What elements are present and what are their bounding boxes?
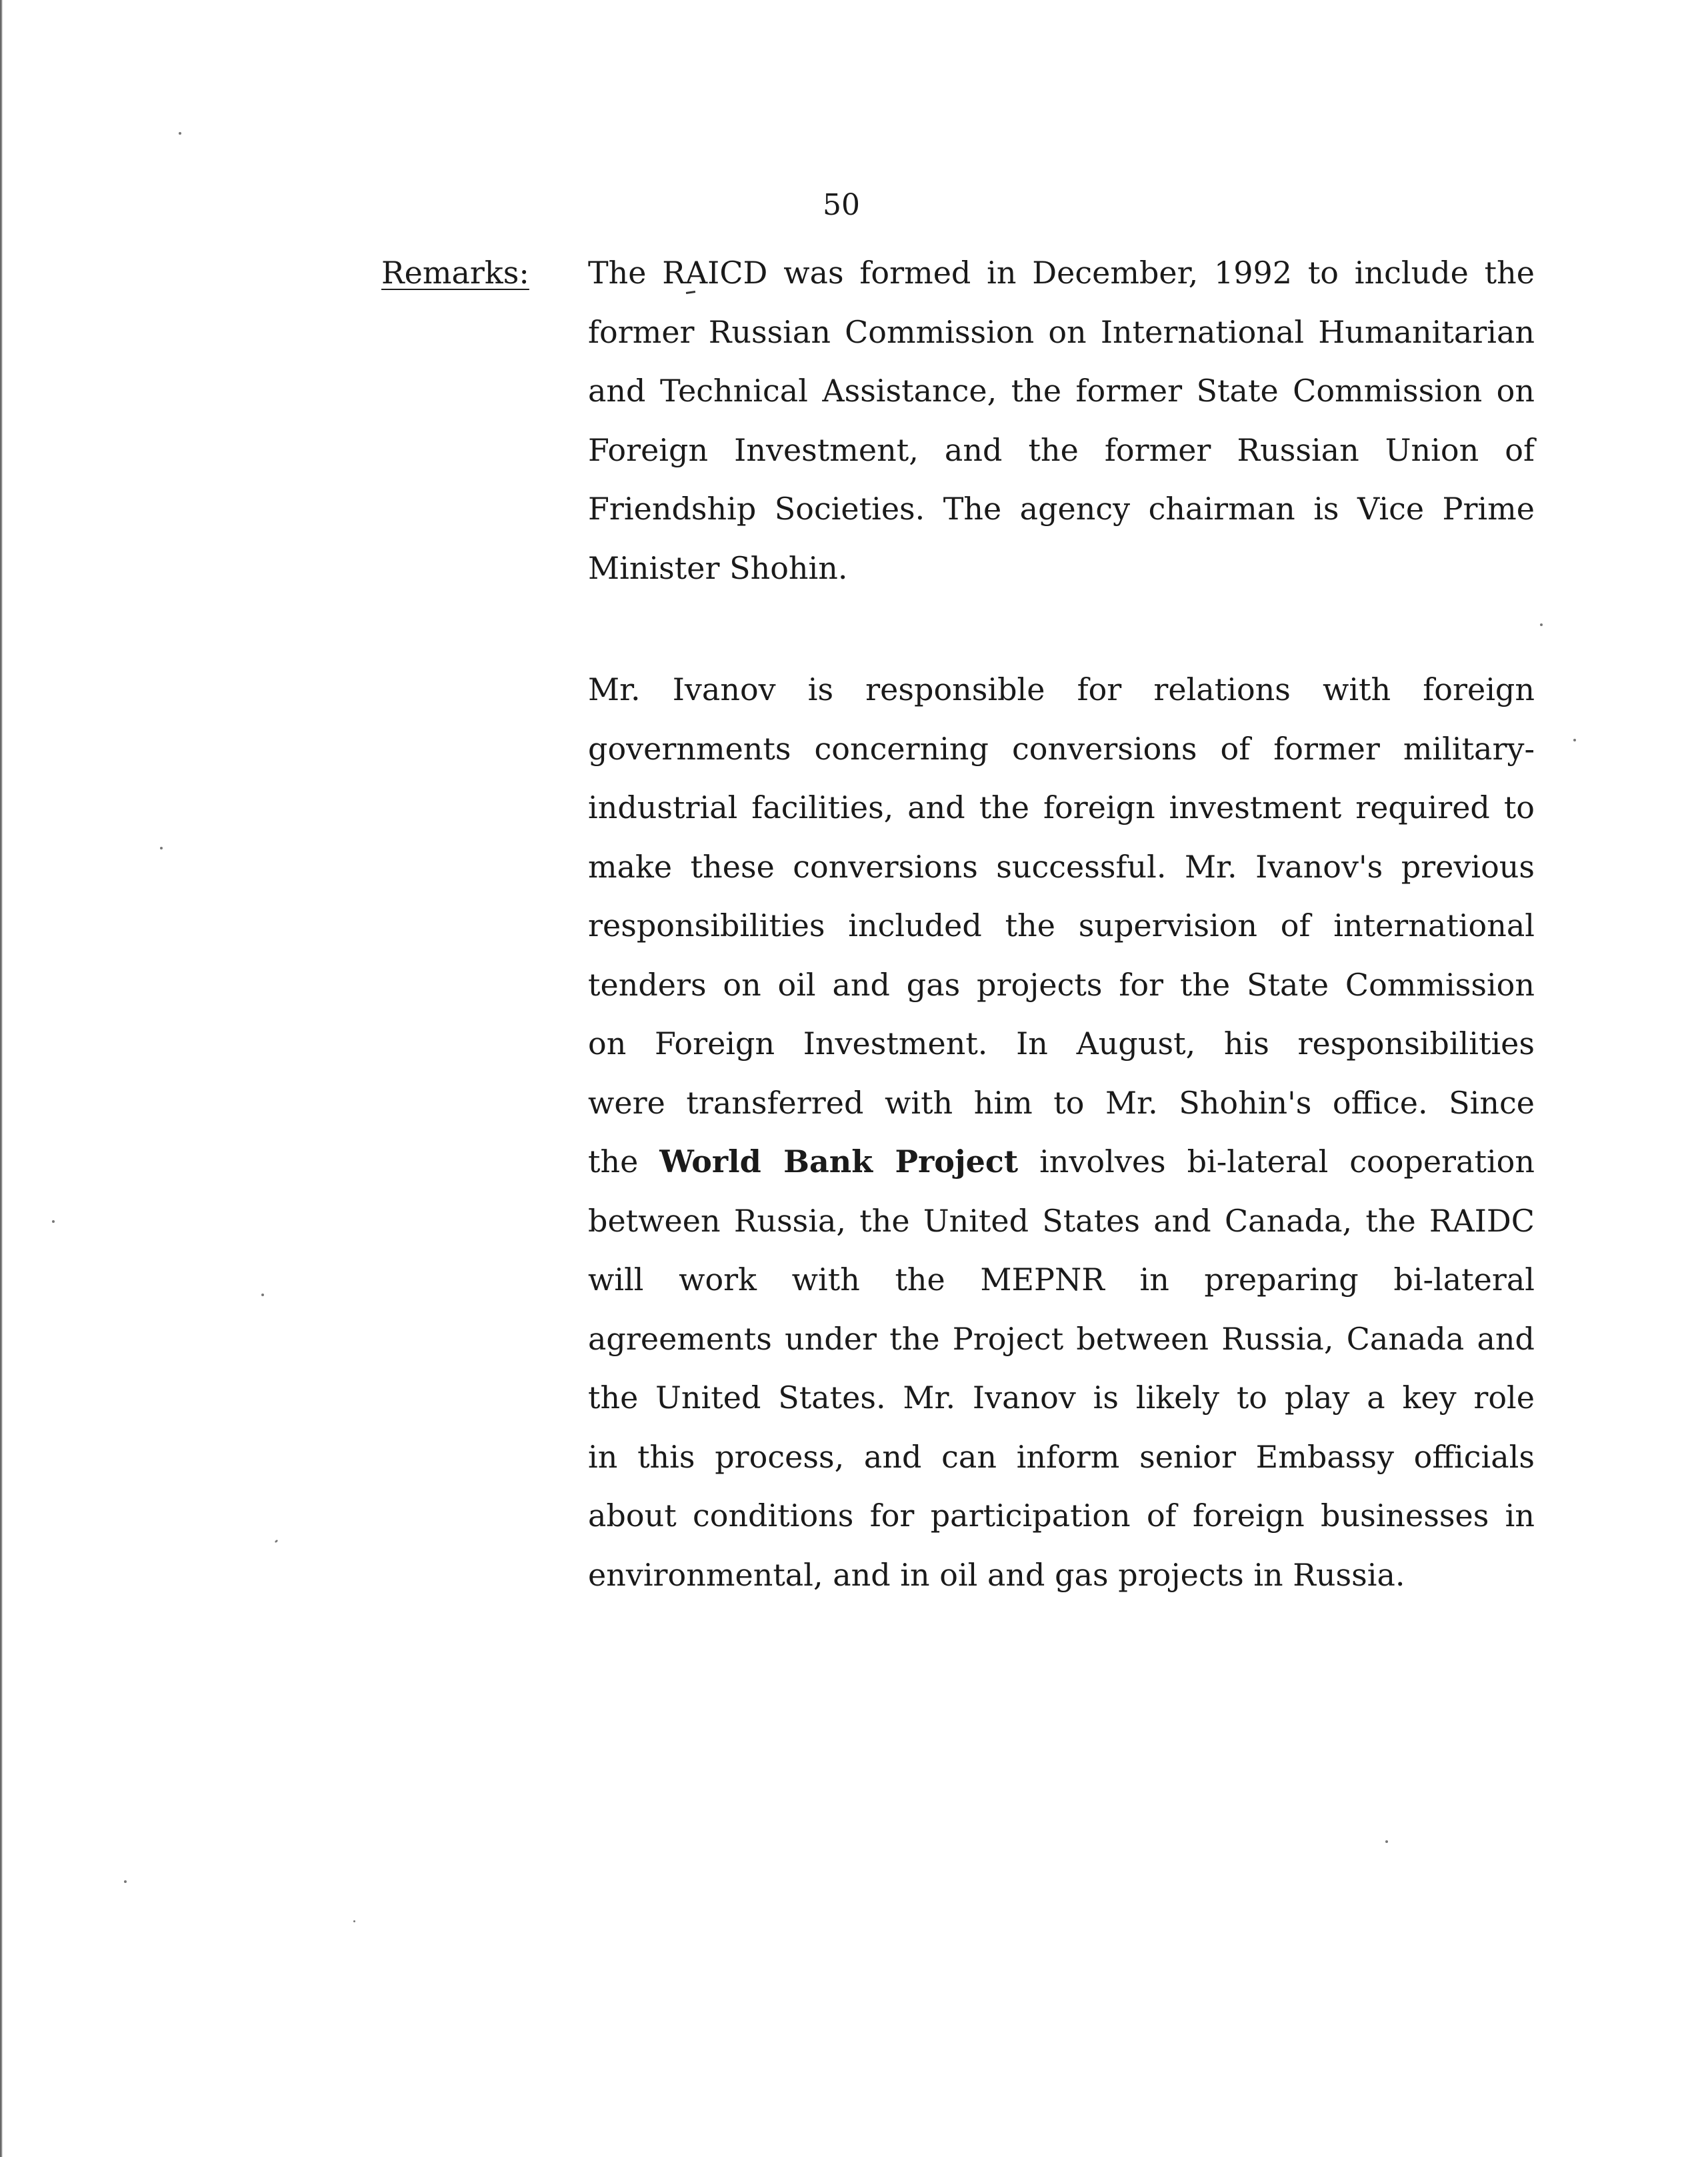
text-line: will work with the MEPNR in preparing bi-lateral bbox=[588, 1262, 1535, 1298]
bold-project-name: World Bank Project bbox=[659, 1144, 1019, 1180]
scan-binding-edge bbox=[0, 0, 3, 2157]
text-line: environmental, and in oil and gas projects in Russia. bbox=[588, 1556, 1405, 1593]
text-line: agreements under the Project between Russia, Canada and bbox=[588, 1320, 1535, 1357]
text-line: former Russian Commission on International Humanitarian bbox=[588, 313, 1535, 350]
text-line-with-bold bbox=[588, 1144, 1535, 1203]
text-line: Friendship Societies. The agency chairman is Vice Prime bbox=[588, 491, 1535, 527]
text-line: make these conversions successful. Mr. Ivanov's previous bbox=[588, 848, 1535, 885]
scan-speck bbox=[179, 132, 181, 135]
text-run: involves bi-lateral cooperation bbox=[1018, 1144, 1535, 1180]
text-line: about conditions for participation of foreign businesses in bbox=[588, 1498, 1535, 1534]
remarks-paragraph-2 bbox=[588, 671, 1535, 1616]
text-line: Minister Shohin. bbox=[588, 549, 848, 586]
scan-speck bbox=[353, 1920, 355, 1922]
scan-speck bbox=[160, 847, 163, 849]
page-number: 50 bbox=[823, 188, 860, 222]
text-line: Mr. Ivanov is responsible for relations with foreign bbox=[588, 671, 1535, 707]
text-line: The RAICD was formed in December, 1992 to include the bbox=[588, 255, 1535, 291]
text-line: and Technical Assistance, the former State Commission on bbox=[588, 373, 1535, 409]
scan-speck bbox=[1573, 739, 1576, 741]
scan-speck bbox=[261, 1294, 264, 1296]
scan-speck bbox=[124, 1880, 127, 1883]
scan-speck bbox=[275, 1540, 279, 1544]
text-run: the bbox=[588, 1144, 660, 1180]
scan-speck bbox=[52, 1220, 55, 1223]
text-line: tenders on oil and gas projects for the State Commission bbox=[588, 966, 1535, 1003]
text-line: the United States. Mr. Ivanov is likely to play a key role bbox=[588, 1380, 1535, 1416]
text-line: responsibilities included the supervision of international bbox=[588, 907, 1535, 943]
text-line: industrial facilities, and the foreign investment required to bbox=[588, 789, 1535, 825]
text-line: governments concerning conversions of former military- bbox=[588, 730, 1535, 767]
text-line: on Foreign Investment. In August, his responsibilities bbox=[588, 1025, 1535, 1061]
text-line: between Russia, the United States and Canada, the RAIDC bbox=[588, 1202, 1535, 1239]
scan-speck bbox=[1385, 1840, 1388, 1843]
remarks-label: Remarks: bbox=[381, 255, 529, 291]
text-line: were transferred with him to Mr. Shohin's office. Since bbox=[588, 1084, 1535, 1121]
scan-speck bbox=[1540, 623, 1543, 626]
remarks-paragraph-1 bbox=[588, 255, 1535, 609]
text-line: Foreign Investment, and the former Russian Union of bbox=[588, 431, 1535, 468]
text-line: in this process, and can inform senior Embassy officials bbox=[588, 1438, 1535, 1475]
